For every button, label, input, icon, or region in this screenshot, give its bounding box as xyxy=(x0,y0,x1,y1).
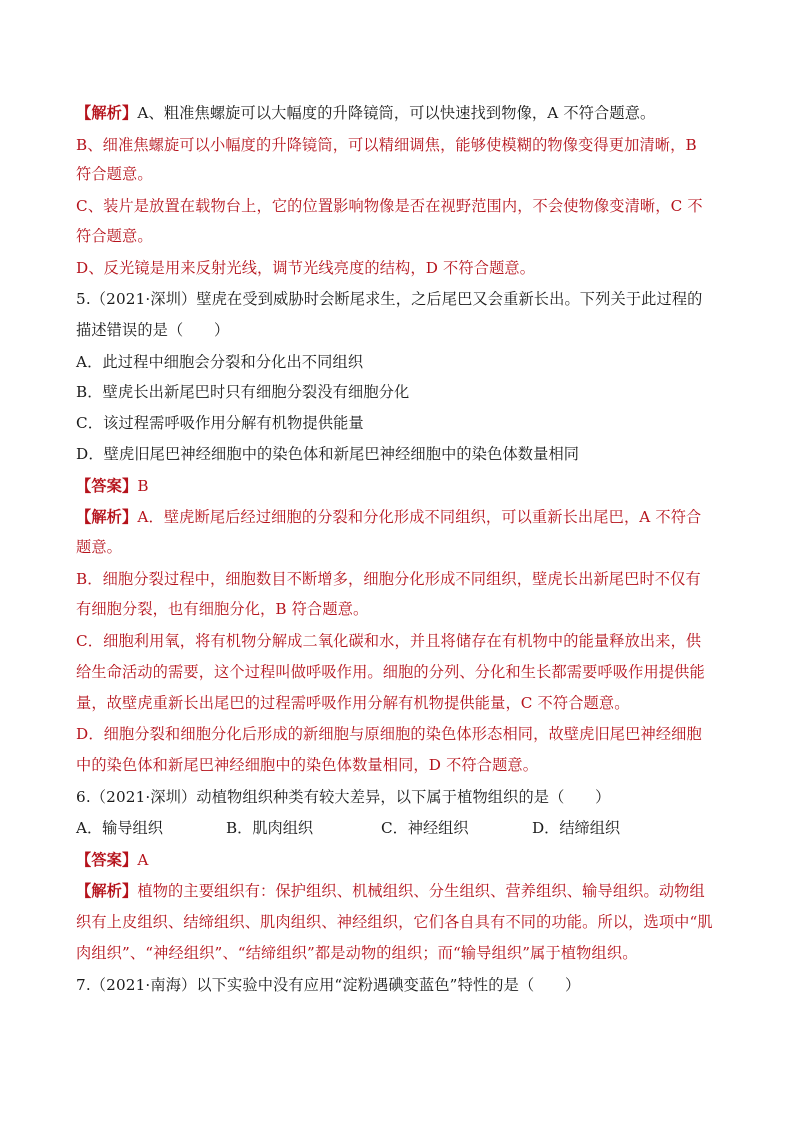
q6-option-a: A．输导组织 xyxy=(76,819,163,837)
q5-stem-line-2: 描述错误的是（ ） xyxy=(76,321,230,339)
q7-stem: 7.（2021·南海）以下实验中没有应用“淀粉遇碘变蓝色”特性的是（ ） xyxy=(76,976,581,994)
q6-analysis-line-3: 肉组织”、“神经组织”、“结缔组织”都是动物的组织；而“输导组织”属于植物组织。 xyxy=(76,944,638,962)
q5-option-a: A．此过程中细胞会分裂和分化出不同组织 xyxy=(76,353,364,371)
answer-label: 【答案】 xyxy=(76,477,138,495)
answer-label: 【答案】 xyxy=(76,851,138,869)
q5-stem-line-1: 5.（2021·深圳）壁虎在受到威胁时会断尾求生，之后尾巴又会重新长出。下列关于此过程的 xyxy=(76,290,703,308)
q5-option-c: C．该过程需呼吸作用分解有机物提供能量 xyxy=(76,414,364,432)
q5-answer xyxy=(76,476,149,496)
q6-analysis-line-2: 织有上皮组织、结缔组织、肌肉组织、神经组织，它们各自具有不同的功能。所以，选项中“肌 xyxy=(76,913,713,931)
q5-analysis-line-7: 量，故壁虎重新长出尾巴的过程需呼吸作用分解有机物提供能量，C 不符合题意。 xyxy=(76,694,630,712)
analysis-label: 【解析】 xyxy=(76,882,138,900)
analysis-line-6: D、反光镜是用来反射光线，调节光线亮度的结构，D 不符合题意。 xyxy=(76,259,536,277)
analysis-line-3: 符合题意。 xyxy=(76,165,153,183)
analysis-line-1: 【解析】A、粗准焦螺旋可以大幅度的升降镜筒，可以快速找到物像，A 不符合题意。 xyxy=(76,104,656,122)
q5-analysis-line-9: 中的染色体和新尾巴神经细胞中的染色体数量相同，D 不符合题意。 xyxy=(76,756,539,774)
q5-option-d: D．壁虎旧尾巴神经细胞中的染色体和新尾巴神经细胞中的染色体数量相同 xyxy=(76,445,580,463)
q6-option-d: D．结缔组织 xyxy=(532,819,621,837)
q5-analysis-line-8: D．细胞分裂和细胞分化后形成的新细胞与原细胞的染色体形态相同，故壁虎旧尾巴神经细胞 xyxy=(76,725,702,743)
analysis-label: 【解析】 xyxy=(76,104,138,122)
q6-analysis-line-1: 【解析】植物的主要组织有：保护组织、机械组织、分生组织、营养组织、输导组织。动物组 xyxy=(76,882,705,900)
q6-answer-value: A xyxy=(137,851,149,869)
q5-analysis-line-6: 给生命活动的需要，这个过程叫做呼吸作用。细胞的分列、分化和生长都需要呼吸作用提供能 xyxy=(76,663,705,681)
q5-analysis-line-3: B．细胞分裂过程中，细胞数目不断增多，细胞分化形成不同组织，壁虎长出新尾巴时不仅有 xyxy=(76,570,701,588)
q6-option-b: B．肌肉组织 xyxy=(226,819,314,837)
q5-option-b: B．壁虎长出新尾巴时只有细胞分裂没有细胞分化 xyxy=(76,383,410,401)
analysis-line-2: B、细准焦螺旋可以小幅度的升降镜筒，可以精细调焦，能够使模糊的物像变得更加清晰，B xyxy=(76,136,697,154)
q5-analysis-line-1: 【解析】A．壁虎断尾后经过细胞的分裂和分化形成不同组织，可以重新长出尾巴，A 不符合 xyxy=(76,508,702,526)
q6-option-c: C．神经组织 xyxy=(381,819,469,837)
q5-answer-value: B xyxy=(137,477,149,495)
analysis-label: 【解析】 xyxy=(76,508,138,526)
analysis-line-5: 符合题意。 xyxy=(76,227,153,245)
analysis-line-4: C、装片是放置在载物台上，它的位置影响物像是否在视野范围内，不会使物像变清晰，C 不 xyxy=(76,197,703,215)
q5-analysis-line-2: 题意。 xyxy=(76,538,123,556)
q6-answer xyxy=(76,850,148,870)
q5-analysis-line-5: C．细胞利用氧，将有机物分解成二氧化碳和水，并且将储存在有机物中的能量释放出来，供 xyxy=(76,632,702,650)
q6-stem: 6.（2021·深圳）动植物组织种类有较大差异，以下属于植物组织的是（ ） xyxy=(76,788,611,806)
q5-analysis-line-4: 有细胞分裂，也有细胞分化，B 符合题意。 xyxy=(76,600,369,618)
